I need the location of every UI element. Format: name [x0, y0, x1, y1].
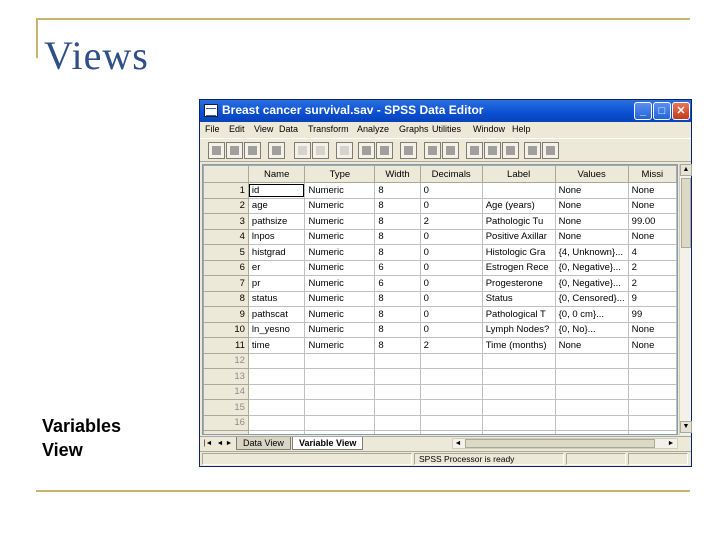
tab-variable-view[interactable]: Variable View [292, 437, 363, 450]
table-row [204, 245, 677, 261]
cell-label[interactable] [482, 183, 555, 199]
vertical-scroll-thumb[interactable] [681, 178, 691, 248]
cell-width[interactable]: 8 [375, 307, 420, 323]
table-row-empty [204, 415, 677, 431]
cell-type[interactable]: Numeric [305, 307, 375, 323]
use-sets-icon[interactable] [542, 142, 559, 159]
empty-cell[interactable] [555, 353, 628, 369]
cell-decimals[interactable]: 0 [420, 307, 482, 323]
cell-values[interactable]: {4, Unknown}... [555, 245, 628, 261]
slide-top-rule [36, 18, 690, 20]
table-row [204, 307, 677, 323]
spss-window [199, 99, 692, 467]
empty-cell[interactable] [248, 384, 305, 400]
cell-type[interactable]: Numeric [305, 276, 375, 292]
menu-transform[interactable]: Transform [308, 124, 349, 134]
cell-missi[interactable]: 99 [628, 307, 676, 323]
cell-values[interactable]: None [555, 183, 628, 199]
column-header-type[interactable]: Type [305, 166, 375, 183]
menu-utilities[interactable]: Utilities [432, 124, 462, 134]
dialog-recall-icon[interactable] [268, 142, 285, 159]
empty-cell[interactable] [420, 353, 482, 369]
empty-cell[interactable] [420, 415, 482, 431]
table-row [204, 276, 677, 292]
cell-decimals[interactable]: 0 [420, 260, 482, 276]
cell-decimals[interactable]: 0 [420, 198, 482, 214]
empty-cell[interactable] [305, 431, 375, 436]
cell-name[interactable]: pathscat [248, 307, 305, 323]
cell-width[interactable]: 8 [375, 198, 420, 214]
menu-help[interactable]: Help [512, 124, 531, 134]
menu-view[interactable]: View [254, 124, 274, 134]
vertical-scrollbar[interactable] [679, 164, 691, 435]
cell-width[interactable]: 6 [375, 276, 420, 292]
slide-bottom-rule [36, 490, 690, 492]
table-row-empty [204, 400, 677, 416]
cell-name[interactable]: er [248, 260, 305, 276]
empty-cell[interactable] [420, 369, 482, 385]
cell-name[interactable]: age [248, 198, 305, 214]
row-number[interactable]: 3 [204, 214, 249, 230]
column-header-name[interactable]: Name [248, 166, 305, 183]
row-number[interactable]: 5 [204, 245, 249, 261]
menu-bar [200, 122, 691, 138]
cell-name[interactable]: ln_yesno [248, 322, 305, 338]
cell-type[interactable]: Numeric [305, 260, 375, 276]
cell-values[interactable]: {0, No}... [555, 322, 628, 338]
cell-type[interactable]: Numeric [305, 338, 375, 354]
maximize-button[interactable]: □ [653, 102, 671, 120]
cell-missi[interactable]: 2 [628, 260, 676, 276]
empty-cell[interactable] [482, 353, 555, 369]
scroll-left-button[interactable]: ◄ [454, 440, 462, 447]
row-number[interactable]: 12 [204, 353, 249, 369]
cell-label[interactable]: Positive Axillar [482, 229, 555, 245]
cell-decimals[interactable]: 0 [420, 229, 482, 245]
cell-type[interactable]: Numeric [305, 322, 375, 338]
variable-grid [202, 164, 678, 435]
empty-cell[interactable] [420, 400, 482, 416]
status-cell-3 [566, 453, 626, 465]
cell-values[interactable]: None [555, 229, 628, 245]
row-number[interactable]: 10 [204, 322, 249, 338]
split-file-icon[interactable] [466, 142, 483, 159]
empty-cell[interactable] [375, 415, 420, 431]
window-title: Breast cancer survival.sav - SPSS Data Editor [222, 103, 484, 117]
empty-cell[interactable] [628, 415, 676, 431]
empty-cell[interactable] [305, 415, 375, 431]
tab-prev-icon[interactable]: ◄ [216, 440, 224, 447]
cell-values[interactable]: {0, Negative}... [555, 276, 628, 292]
close-button[interactable]: ✕ [672, 102, 690, 120]
cell-label[interactable]: Pathologic Tu [482, 214, 555, 230]
side-label [42, 414, 121, 462]
cell-type[interactable]: Numeric [305, 291, 375, 307]
empty-cell[interactable] [375, 353, 420, 369]
empty-cell[interactable] [555, 431, 628, 436]
empty-cell[interactable] [375, 369, 420, 385]
cell-decimals[interactable]: 2 [420, 338, 482, 354]
empty-cell[interactable] [248, 431, 305, 436]
cell-type[interactable]: Numeric [305, 245, 375, 261]
slide-title: Views [44, 33, 149, 78]
column-header-decimals[interactable]: Decimals [420, 166, 482, 183]
variables-icon[interactable] [376, 142, 393, 159]
cell-values[interactable]: None [555, 214, 628, 230]
cell-label[interactable]: Pathological T [482, 307, 555, 323]
table-row [204, 338, 677, 354]
toolbar [200, 138, 691, 162]
menu-graphs[interactable]: Graphs [399, 124, 429, 134]
goto-chart-icon[interactable] [336, 142, 353, 159]
cell-label[interactable]: Lymph Nodes? [482, 322, 555, 338]
empty-cell[interactable] [555, 415, 628, 431]
cell-width[interactable]: 8 [375, 291, 420, 307]
empty-cell[interactable] [305, 384, 375, 400]
row-number[interactable]: 13 [204, 369, 249, 385]
spss-app-icon[interactable] [204, 104, 218, 117]
empty-cell[interactable] [482, 431, 555, 436]
cell-values[interactable]: {0, 0 cm}... [555, 307, 628, 323]
row-number[interactable]: 16 [204, 415, 249, 431]
table-row [204, 198, 677, 214]
cell-missi[interactable]: 9 [628, 291, 676, 307]
status-processor-text: SPSS Processor is ready [419, 454, 515, 464]
cell-values[interactable]: None [555, 198, 628, 214]
insert-variable-icon[interactable] [442, 142, 459, 159]
weight-cases-icon[interactable] [484, 142, 501, 159]
cell-decimals[interactable]: 0 [420, 183, 482, 199]
select-cases-icon[interactable] [502, 142, 519, 159]
cell-type[interactable]: Numeric [305, 214, 375, 230]
cell-missi[interactable]: None [628, 338, 676, 354]
menu-file[interactable]: File [205, 124, 220, 134]
horizontal-scrollbar[interactable] [452, 438, 678, 449]
empty-cell[interactable] [482, 369, 555, 385]
table-row-empty [204, 384, 677, 400]
cell-decimals[interactable]: 0 [420, 322, 482, 338]
cell-missi[interactable]: None [628, 322, 676, 338]
cell-label[interactable]: Status [482, 291, 555, 307]
row-number[interactable]: 7 [204, 276, 249, 292]
cell-width[interactable]: 8 [375, 214, 420, 230]
row-number[interactable]: 14 [204, 384, 249, 400]
column-header-values[interactable]: Values [555, 166, 628, 183]
cell-missi[interactable]: 99.00 [628, 214, 676, 230]
empty-cell[interactable] [305, 369, 375, 385]
table-row [204, 322, 677, 338]
cell-width[interactable]: 6 [375, 260, 420, 276]
cell-decimals[interactable]: 0 [420, 276, 482, 292]
scroll-right-button[interactable]: ► [667, 440, 675, 447]
column-header-label[interactable]: Label [482, 166, 555, 183]
empty-cell[interactable] [375, 384, 420, 400]
cell-width[interactable]: 8 [375, 338, 420, 354]
menu-edit[interactable]: Edit [229, 124, 245, 134]
empty-cell[interactable] [420, 384, 482, 400]
status-cell-left [202, 453, 412, 465]
scroll-down-button[interactable]: ▼ [680, 421, 692, 433]
empty-cell[interactable] [628, 431, 676, 436]
cell-label[interactable]: Progesterone [482, 276, 555, 292]
print-icon[interactable] [244, 142, 261, 159]
side-label-line2: View [42, 440, 83, 460]
scroll-up-button[interactable]: ▲ [680, 164, 692, 176]
slide-left-rule [36, 18, 38, 58]
cell-decimals[interactable]: 0 [420, 245, 482, 261]
save-icon[interactable] [226, 142, 243, 159]
undo-icon[interactable] [294, 142, 311, 159]
empty-cell[interactable] [248, 369, 305, 385]
cell-missi[interactable]: None [628, 198, 676, 214]
empty-cell[interactable] [305, 353, 375, 369]
cell-missi[interactable]: 2 [628, 276, 676, 292]
status-cell-processor [414, 453, 564, 465]
row-number[interactable]: 8 [204, 291, 249, 307]
row-number[interactable] [204, 431, 249, 436]
cell-missi[interactable]: 4 [628, 245, 676, 261]
empty-cell[interactable] [248, 400, 305, 416]
cell-name[interactable]: pr [248, 276, 305, 292]
empty-cell[interactable] [628, 369, 676, 385]
grid-header-row [204, 166, 677, 183]
cell-width[interactable]: 8 [375, 183, 420, 199]
row-number[interactable]: 4 [204, 229, 249, 245]
tab-data-view[interactable]: Data View [236, 437, 291, 450]
cell-label[interactable]: Estrogen Rece [482, 260, 555, 276]
table-row [204, 291, 677, 307]
row-number[interactable]: 11 [204, 338, 249, 354]
open-icon[interactable] [208, 142, 225, 159]
horizontal-scroll-thumb[interactable] [465, 439, 655, 448]
table-row [204, 229, 677, 245]
empty-cell[interactable] [420, 431, 482, 436]
cell-name[interactable]: time [248, 338, 305, 354]
empty-cell[interactable] [628, 384, 676, 400]
table-row [204, 214, 677, 230]
empty-cell[interactable] [305, 400, 375, 416]
column-header-width[interactable]: Width [375, 166, 420, 183]
table-row-empty [204, 369, 677, 385]
side-label-line1: Variables [42, 416, 122, 436]
status-bar [200, 451, 691, 466]
view-tab-bar [200, 436, 691, 451]
cell-decimals[interactable]: 0 [420, 291, 482, 307]
find-icon[interactable] [400, 142, 417, 159]
cell-name[interactable]: status [248, 291, 305, 307]
redo-icon[interactable] [312, 142, 329, 159]
cell-width[interactable]: 8 [375, 245, 420, 261]
minimize-button[interactable]: _ [634, 102, 652, 120]
menu-analyze[interactable]: Analyze [357, 124, 390, 134]
empty-cell[interactable] [555, 384, 628, 400]
empty-cell[interactable] [628, 400, 676, 416]
cell-name[interactable]: pathsize [248, 214, 305, 230]
cell-name[interactable]: histgrad [248, 245, 305, 261]
menu-data[interactable]: Data [279, 124, 299, 134]
empty-cell[interactable] [482, 415, 555, 431]
tab-first-icon[interactable]: |◄ [203, 440, 213, 447]
cell-width[interactable]: 8 [375, 229, 420, 245]
empty-cell[interactable] [248, 353, 305, 369]
cell-type[interactable]: Numeric [305, 183, 375, 199]
empty-cell[interactable] [375, 400, 420, 416]
cell-type[interactable]: Numeric [305, 229, 375, 245]
tab-next-icon[interactable]: ► [225, 440, 233, 447]
menu-window[interactable]: Window [473, 124, 506, 134]
grid-corner[interactable] [204, 166, 249, 183]
empty-cell[interactable] [555, 400, 628, 416]
row-number[interactable]: 6 [204, 260, 249, 276]
cell-values[interactable]: {0, Censored}... [555, 291, 628, 307]
column-header-missi[interactable]: Missi [628, 166, 676, 183]
empty-cell[interactable] [375, 431, 420, 436]
empty-cell[interactable] [482, 400, 555, 416]
cell-type[interactable]: Numeric [305, 198, 375, 214]
empty-cell[interactable] [555, 369, 628, 385]
cell-label[interactable]: Histologic Gra [482, 245, 555, 261]
table-row [204, 183, 677, 199]
status-cell-4 [628, 453, 688, 465]
table-row-empty [204, 431, 677, 436]
cell-decimals[interactable]: 2 [420, 214, 482, 230]
cell-label[interactable]: Time (months) [482, 338, 555, 354]
cell-values[interactable]: {0, Negative}... [555, 260, 628, 276]
row-number[interactable]: 2 [204, 198, 249, 214]
row-number[interactable]: 1 [204, 183, 249, 199]
cell-values[interactable]: None [555, 338, 628, 354]
cell-name[interactable]: id [248, 183, 305, 199]
cell-name[interactable]: lnpos [248, 229, 305, 245]
cell-missi[interactable]: None [628, 183, 676, 199]
goto-case-icon[interactable] [358, 142, 375, 159]
cell-missi[interactable]: None [628, 229, 676, 245]
insert-cases-icon[interactable] [424, 142, 441, 159]
value-labels-icon[interactable] [524, 142, 541, 159]
cell-width[interactable]: 8 [375, 322, 420, 338]
empty-cell[interactable] [248, 415, 305, 431]
empty-cell[interactable] [482, 384, 555, 400]
row-number[interactable]: 9 [204, 307, 249, 323]
empty-cell[interactable] [628, 353, 676, 369]
title-bar[interactable] [200, 100, 691, 122]
table-row [204, 260, 677, 276]
table-row-empty [204, 353, 677, 369]
row-number[interactable]: 15 [204, 400, 249, 416]
cell-label[interactable]: Age (years) [482, 198, 555, 214]
